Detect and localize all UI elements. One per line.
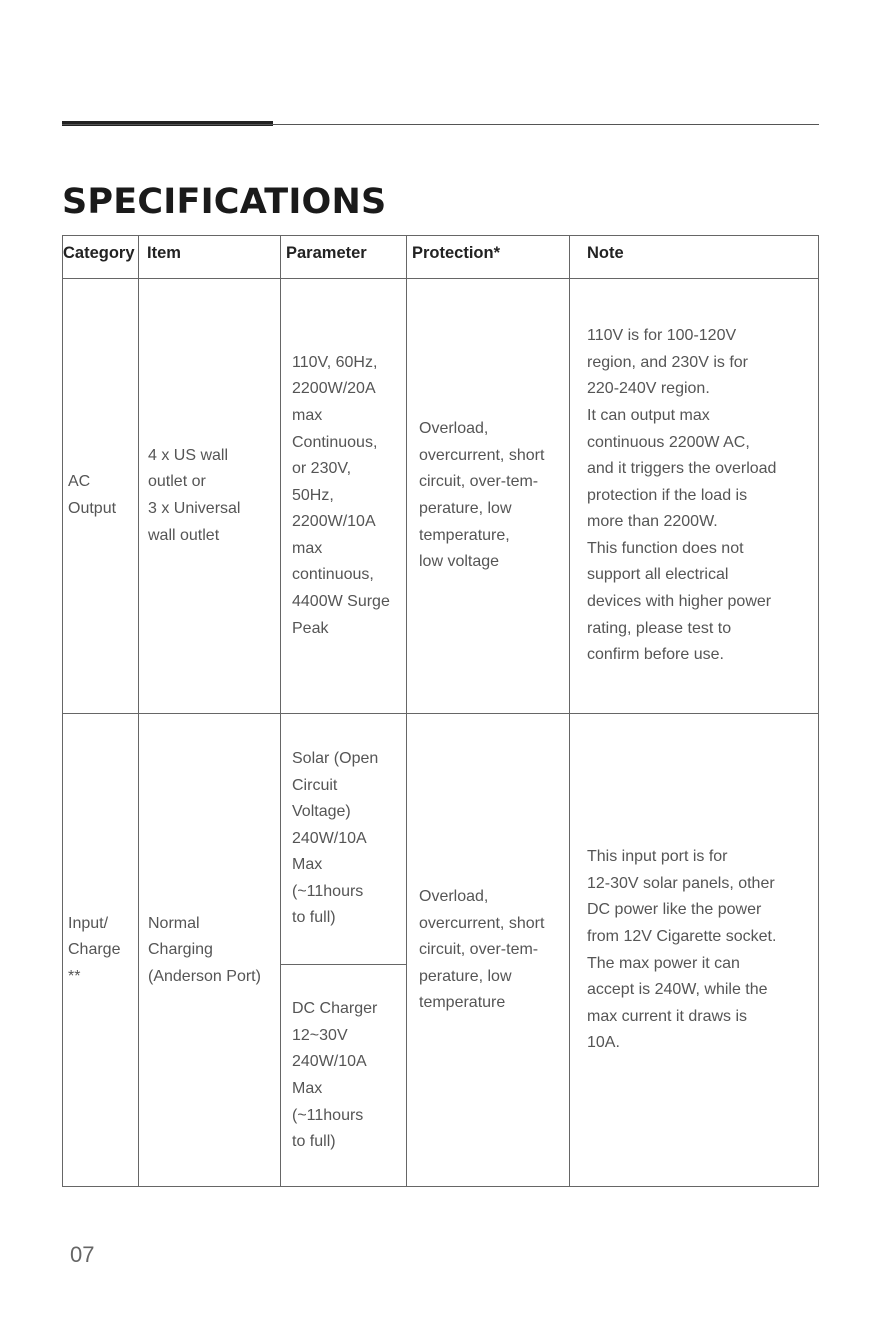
category-cell: Input/ Charge ** — [68, 914, 121, 985]
protection-cell: Overload, overcurrent, short circuit, over-tem- perature, low temperature, low voltage — [419, 420, 545, 571]
parameter-cell-wrapper — [292, 965, 404, 1187]
header-category: Category — [63, 244, 135, 262]
category-cell: AC Output — [68, 473, 117, 517]
protection-cell: Overload, overcurrent, short circuit, over-tem- perature, low temperature — [419, 888, 545, 1012]
header-parameter: Parameter — [286, 244, 367, 262]
parameter-cell-dc: DC Charger 12~30V 240W/10A Max (~11hours to full) — [292, 1000, 378, 1151]
table-row-ac-output — [68, 279, 136, 713]
note-cell-wrapper — [587, 714, 817, 1187]
header-item: Item — [147, 244, 181, 262]
page-title: SPECIFICATIONS — [62, 182, 387, 222]
header-note: Note — [587, 244, 624, 262]
item-cell: 4 x US wall outlet or 3 x Universal wall outlet — [148, 446, 241, 544]
parameter-cell: 110V, 60Hz, 2200W/20A max Continuous, or 230V, 50Hz, 2200W/10A max continuous, 4400W Surge Peak — [292, 353, 390, 637]
item-cell-wrapper — [148, 714, 278, 1187]
column-divider — [280, 235, 281, 1187]
page-number: 07 — [70, 1242, 95, 1267]
parameter-cell-wrapper — [292, 279, 404, 713]
protection-cell-wrapper — [419, 714, 567, 1187]
protection-cell-wrapper — [419, 279, 567, 713]
table-row-input-charge — [68, 714, 136, 1187]
header-protection: Protection* — [412, 244, 501, 262]
header-rule-thin — [62, 124, 819, 125]
column-divider — [138, 235, 139, 1187]
note-cell-wrapper — [587, 279, 817, 713]
parameter-cell-solar: Solar (Open Circuit Voltage) 240W/10A Max (~11hours to full) — [292, 749, 379, 927]
column-divider — [406, 235, 407, 1187]
column-divider — [569, 235, 570, 1187]
note-cell: This input port is for 12-30V solar panels, other DC power like the power from 12V Cigarette socket. The max power it can accept is 240W, while the max current it draws is 10A. — [587, 848, 777, 1052]
note-cell: 110V is for 100-120V region, and 230V is for 220-240V region. It can output max continuous 2200W AC, and it triggers the overload protection if the load is more than 2200W. This function does not support all electrical devices with higher power rating, please test to confirm before use. — [587, 327, 777, 664]
parameter-cell-wrapper — [292, 714, 404, 964]
item-cell-wrapper — [148, 279, 278, 713]
item-cell: Normal Charging (Anderson Port) — [148, 914, 261, 985]
